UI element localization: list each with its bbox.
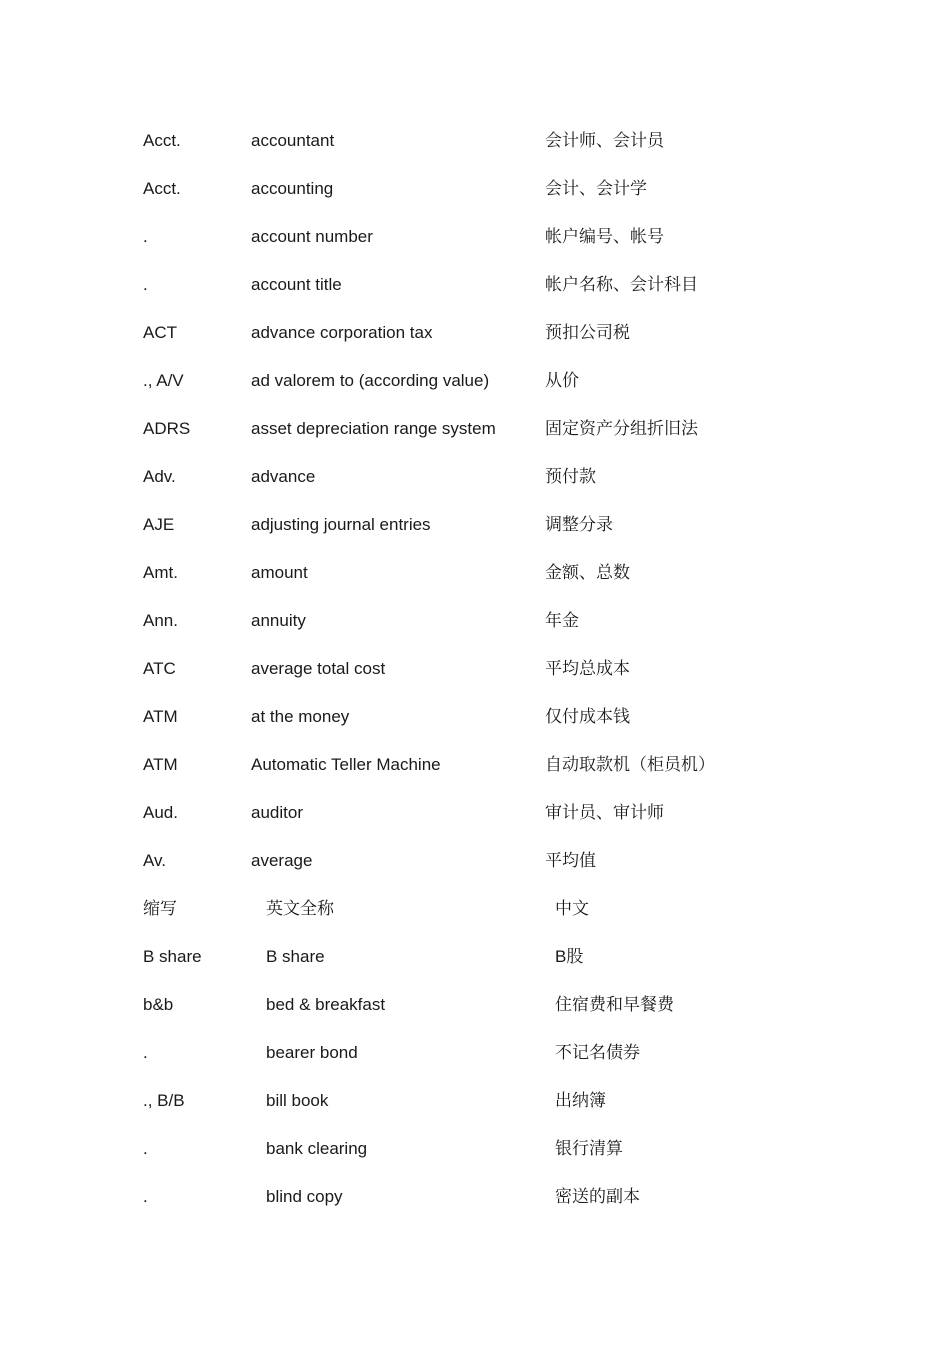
chinese-term: 自动取款机（柜员机） — [545, 755, 715, 774]
english-term: B share — [266, 947, 325, 966]
chinese-term: 不记名债券 — [555, 1043, 640, 1062]
abbreviation-header: 缩写 — [143, 899, 177, 918]
abbreviation: ., A/V — [143, 371, 184, 390]
chinese-header: 中文 — [555, 899, 589, 918]
abbreviation: . — [143, 1187, 148, 1206]
glossary-row — [0, 1086, 950, 1116]
english-term: accounting — [251, 179, 334, 198]
chinese-term: 住宿费和早餐费 — [555, 995, 674, 1014]
english-term: asset depreciation range system — [251, 419, 496, 438]
english-term: bank clearing — [266, 1139, 368, 1158]
chinese-term: 仅付成本钱 — [545, 707, 630, 726]
chinese-term: 平均总成本 — [545, 659, 630, 678]
chinese-term: 会计师、会计员 — [545, 131, 664, 150]
glossary-row — [0, 702, 950, 732]
english-term: blind copy — [266, 1187, 343, 1206]
glossary-row — [0, 414, 950, 444]
abbreviation: Acct. — [143, 131, 181, 150]
english-term: auditor — [251, 803, 303, 822]
english-term: adjusting journal entries — [251, 515, 431, 534]
english-term: account number — [251, 227, 373, 246]
glossary-row — [0, 558, 950, 588]
english-term: Automatic Teller Machine — [251, 755, 441, 774]
abbreviation: . — [143, 1043, 148, 1062]
chinese-term: 银行清算 — [555, 1139, 623, 1158]
glossary-row — [0, 510, 950, 540]
abbreviation: Av. — [143, 851, 166, 870]
chinese-term: 从价 — [545, 371, 579, 390]
glossary-row — [0, 366, 950, 396]
abbreviation: ATC — [143, 659, 176, 678]
abbreviation: Aud. — [143, 803, 178, 822]
english-term: amount — [251, 563, 308, 582]
chinese-term: 固定资产分组折旧法 — [545, 419, 698, 438]
glossary-row — [0, 126, 950, 156]
abbreviation: ACT — [143, 323, 177, 342]
chinese-term: 出纳簿 — [555, 1091, 606, 1110]
glossary-row — [0, 750, 950, 780]
glossary-row — [0, 846, 950, 876]
glossary-row — [0, 174, 950, 204]
english-term: account title — [251, 275, 342, 294]
glossary-row — [0, 942, 950, 972]
glossary-header-row — [0, 894, 950, 924]
abbreviation: Adv. — [143, 467, 176, 486]
chinese-term: 帐户编号、帐号 — [545, 227, 664, 246]
chinese-term: 年金 — [545, 611, 579, 630]
abbreviation: . — [143, 275, 148, 294]
chinese-term: 预付款 — [545, 467, 596, 486]
english-term: accountant — [251, 131, 335, 150]
glossary-row — [0, 462, 950, 492]
chinese-term: 会计、会计学 — [545, 179, 647, 198]
chinese-term: 审计员、审计师 — [545, 803, 664, 822]
chinese-term: 预扣公司税 — [545, 323, 630, 342]
abbreviation: AJE — [143, 515, 175, 534]
english-term: advance — [251, 467, 316, 486]
english-term: average — [251, 851, 313, 870]
chinese-term: 密送的副本 — [555, 1187, 640, 1206]
abbreviation: Acct. — [143, 179, 181, 198]
chinese-term: 金额、总数 — [545, 563, 630, 582]
glossary-row — [0, 798, 950, 828]
english-term: bearer bond — [266, 1043, 358, 1062]
english-term: average total cost — [251, 659, 386, 678]
english-term: bill book — [266, 1091, 329, 1110]
english-term: annuity — [251, 611, 306, 630]
glossary-row — [0, 318, 950, 348]
english-term: at the money — [251, 707, 350, 726]
glossary-row — [0, 1038, 950, 1068]
abbreviation: b&b — [143, 995, 174, 1014]
glossary-row — [0, 990, 950, 1020]
chinese-term: 平均值 — [545, 851, 596, 870]
glossary-row — [0, 222, 950, 252]
glossary-row — [0, 1182, 950, 1212]
abbreviation: . — [143, 1139, 148, 1158]
chinese-term: 调整分录 — [545, 515, 613, 534]
glossary-row — [0, 606, 950, 636]
abbreviation: B share — [143, 947, 202, 966]
glossary-row — [0, 654, 950, 684]
english-header: 英文全称 — [266, 899, 334, 918]
abbreviation: . — [143, 227, 148, 246]
abbreviation: Amt. — [143, 563, 178, 582]
abbreviation: ATM — [143, 755, 178, 774]
abbreviation: ATM — [143, 707, 178, 726]
abbreviation: ., B/B — [143, 1091, 185, 1110]
glossary-row — [0, 1134, 950, 1164]
english-term: advance corporation tax — [251, 323, 433, 342]
chinese-term: 帐户名称、会计科目 — [545, 275, 698, 294]
glossary-row — [0, 270, 950, 300]
abbreviation: ADRS — [143, 419, 191, 438]
abbreviation: Ann. — [143, 611, 178, 630]
chinese-term: B股 — [555, 947, 584, 966]
english-term: bed & breakfast — [266, 995, 386, 1014]
english-term: ad valorem to (according value) — [251, 371, 490, 390]
